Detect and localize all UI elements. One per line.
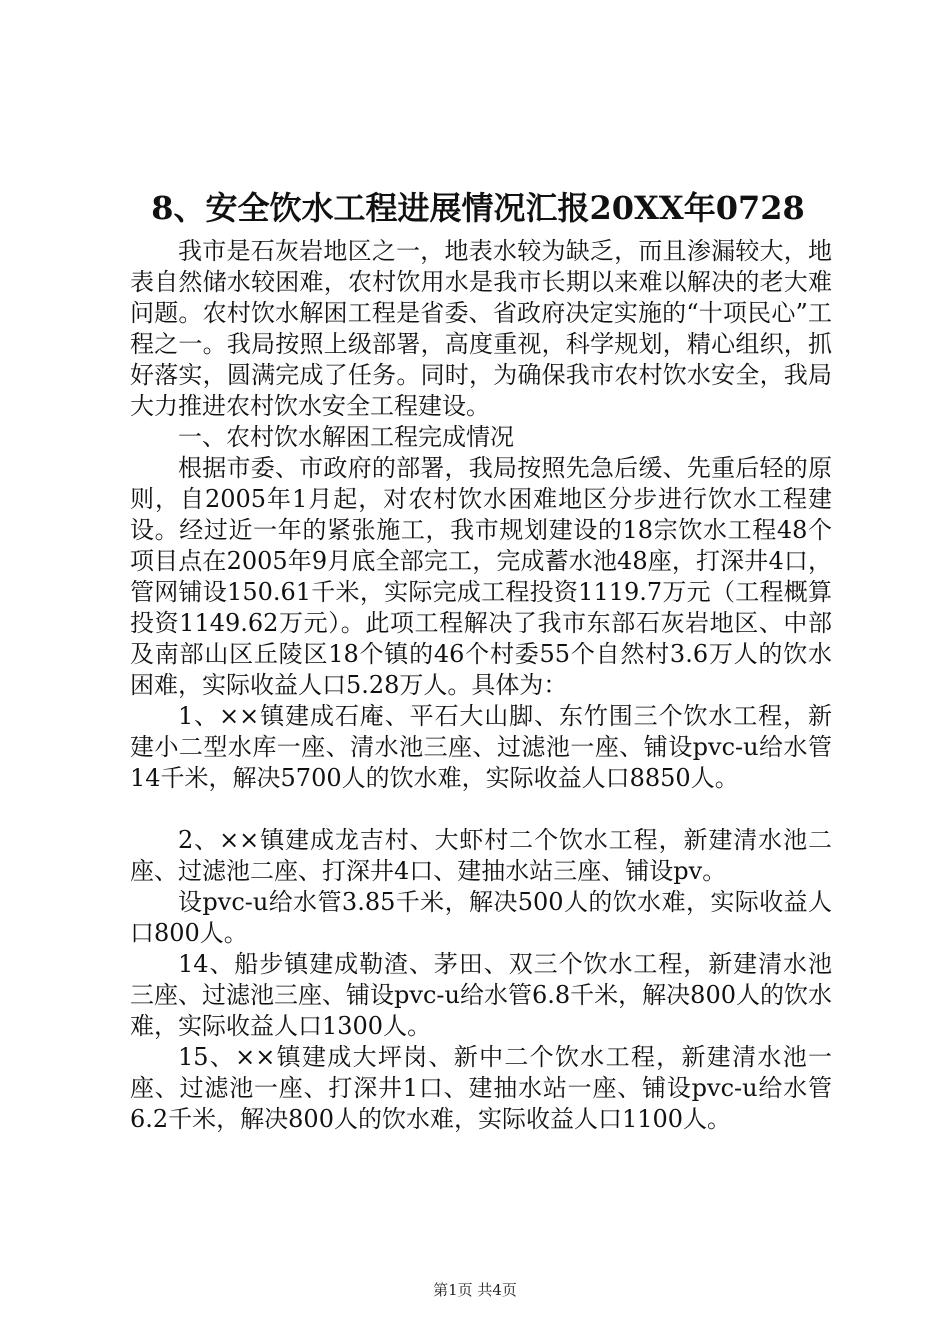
- section-heading: 一、农村饮水解困工程完成情况: [178, 423, 514, 451]
- list-item: 15、××镇建成大坪岗、新中二个饮水工程，新建清水池一座、过滤池一座、打深井1口、建抽水站一座、铺设pvc-u给水管6.2千米，解决800人的饮水难，实际收益人口1100人。: [130, 1043, 832, 1133]
- list-item: 2、××镇建成龙吉村、大虾村二个饮水工程，新建清水池二座、过滤池二座、打深井4口、建抽水站三座、铺设pv。: [130, 826, 832, 885]
- paragraph-overview: 根据市委、市政府的部署，我局按照先急后缓、先重后轻的原则，自2005年1月起，对农村饮水困难地区分步进行饮水工程建设。经过近一年的紧张施工，我市规划建设的18宗饮水工程48个项目点在2005年9月底全部完工，完成蓄水池48座，打深井4口，管网铺设150.61千米，实际完成工程投资1119.7万元（工程概算投资1149.62万元）。此项工程解决了我市东部石灰岩地区、中部及南部山区丘陵区18个镇的46个村委55个自然村3.6万人的饮水困难，实际收益人口5.28万人。具体为：: [130, 454, 832, 699]
- list-item: 1、××镇建成石庵、平石大山脚、东竹围三个饮水工程，新建小二型水库一座、清水池三座、过滤池一座、铺设pvc-u给水管14千米，解决5700人的饮水难，实际收益人口8850人。: [130, 702, 832, 792]
- document-body: [130, 236, 832, 1135]
- page-number-footer: 第1页 共4页: [433, 1281, 517, 1299]
- paragraph-intro: 我市是石灰岩地区之一，地表水较为缺乏，而且渗漏较大，地表自然储水较困难，农村饮用水是我市长期以来难以解决的老大难问题。农村饮水解困工程是省委、省政府决定实施的“十项民心”工程之一。我局按照上级部署，高度重视，科学规划，精心组织，抓好落实，圆满完成了任务。同时，为确保我市农村饮水安全，我局大力推进农村饮水安全工程建设。: [130, 237, 832, 420]
- document-title: 8、安全饮水工程进展情况汇报20XX年0728: [151, 189, 805, 227]
- list-item-continuation: 设pvc-u给水管3.85千米，解决500人的饮水难，实际收益人口800人。: [130, 888, 832, 947]
- list-item: 14、船步镇建成勒渣、茅田、双三个饮水工程，新建清水池三座、过滤池三座、铺设pvc-u给水管6.8千米，解决800人的饮水难，实际收益人口1300人。: [130, 950, 832, 1040]
